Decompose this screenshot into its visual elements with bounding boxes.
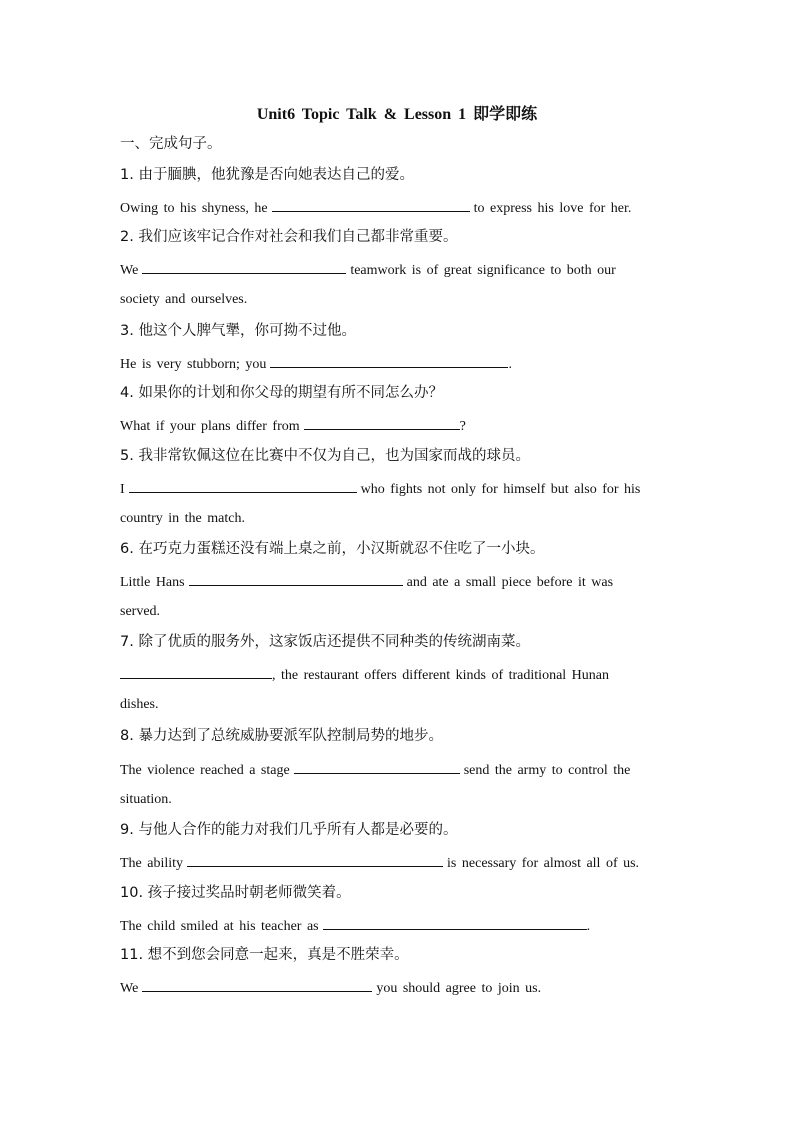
item-7-english bbox=[120, 664, 680, 686]
item-6-english bbox=[120, 571, 680, 593]
item-6-text-after: and ate a small piece before it was bbox=[406, 575, 614, 590]
item-1-answer-blank[interactable] bbox=[272, 197, 470, 212]
item-5-english bbox=[120, 478, 680, 500]
item-10-english bbox=[120, 915, 680, 937]
item-5-english-continued: country in the match. bbox=[120, 511, 245, 526]
item-7-english-continued: dishes. bbox=[120, 697, 159, 712]
item-3-text-before: He is very stubborn; you bbox=[120, 357, 267, 372]
item-1-text-after: to express his love for her. bbox=[473, 201, 632, 216]
item-4-english bbox=[120, 415, 680, 437]
item-9-chinese: 9. 与他人合作的能力对我们几乎所有人都是必要的。 bbox=[120, 822, 458, 838]
item-4-text-after: ? bbox=[459, 419, 466, 434]
item-4-chinese: 4. 如果你的计划和你父母的期望有所不同怎么办？ bbox=[120, 385, 443, 401]
item-11-answer-blank[interactable] bbox=[142, 977, 372, 992]
item-6-answer-blank[interactable] bbox=[189, 571, 403, 586]
item-8-answer-blank[interactable] bbox=[294, 759, 460, 774]
item-1-chinese: 1. 由于腼腆，他犹豫是否向她表达自己的爱。 bbox=[120, 167, 414, 183]
item-10-text-after: . bbox=[586, 919, 591, 934]
item-10-chinese: 10. 孩子接过奖品时朝老师微笑着。 bbox=[120, 885, 351, 901]
item-3-english bbox=[120, 353, 680, 375]
item-2-english-continued: society and ourselves. bbox=[120, 292, 248, 307]
section-heading: 一、完成句子。 bbox=[120, 136, 222, 152]
item-7-answer-blank[interactable] bbox=[120, 664, 272, 679]
item-5-chinese: 5. 我非常钦佩这位在比赛中不仅为自己，也为国家而战的球员。 bbox=[120, 448, 530, 464]
item-8-english-continued: situation. bbox=[120, 792, 172, 807]
item-3-text-after: . bbox=[508, 357, 512, 372]
item-2-text-before: We bbox=[120, 263, 139, 278]
item-5-text-after: who fights not only for himself but also for his bbox=[360, 482, 641, 497]
item-8-text-before: The violence reached a stage bbox=[120, 763, 290, 778]
item-8-text-after: send the army to control the bbox=[463, 763, 631, 778]
item-2-english bbox=[120, 259, 680, 281]
item-8-chinese: 8. 暴力达到了总统威胁要派军队控制局势的地步。 bbox=[120, 728, 443, 744]
item-4-answer-blank[interactable] bbox=[304, 415, 460, 430]
item-3-answer-blank[interactable] bbox=[270, 353, 508, 368]
item-11-text-before: We bbox=[120, 981, 139, 996]
item-6-english-continued: served. bbox=[120, 604, 161, 619]
item-1-text-before: Owing to his shyness, he bbox=[120, 201, 268, 216]
item-5-text-before: I bbox=[120, 482, 125, 497]
item-7-text-after: , the restaurant offers different kinds of traditional Hunan bbox=[272, 668, 609, 683]
item-7-chinese: 7. 除了优质的服务外，这家饭店还提供不同种类的传统湖南菜。 bbox=[120, 634, 530, 650]
item-6-chinese: 6. 在巧克力蛋糕还没有端上桌之前，小汉斯就忍不住吃了一小块。 bbox=[120, 541, 545, 557]
item-9-english bbox=[120, 852, 680, 874]
item-2-text-after: teamwork is of great significance to both our bbox=[350, 263, 616, 278]
item-8-english bbox=[120, 759, 680, 781]
item-5-answer-blank[interactable] bbox=[129, 478, 357, 493]
item-11-text-after: you should agree to join us. bbox=[376, 981, 542, 996]
page-title: Unit6 Topic Talk & Lesson 1 即学即练 bbox=[256, 106, 538, 123]
item-11-english bbox=[120, 977, 680, 999]
item-9-text-before: The ability bbox=[120, 856, 184, 871]
item-2-chinese: 2. 我们应该牢记合作对社会和我们自己都非常重要。 bbox=[120, 229, 458, 245]
item-4-text-before: What if your plans differ from bbox=[120, 419, 300, 434]
item-9-answer-blank[interactable] bbox=[187, 852, 443, 867]
item-1-english bbox=[120, 197, 680, 219]
item-2-answer-blank[interactable] bbox=[142, 259, 346, 274]
item-6-text-before: Little Hans bbox=[120, 575, 185, 590]
item-10-text-before: The child smiled at his teacher as bbox=[120, 919, 319, 934]
item-9-text-after: is necessary for almost all of us. bbox=[447, 856, 640, 871]
item-11-chinese: 11. 想不到您会同意一起来，真是不胜荣幸。 bbox=[120, 947, 409, 963]
item-3-chinese: 3. 他这个人脾气犟，你可拗不过他。 bbox=[120, 323, 356, 339]
item-10-answer-blank[interactable] bbox=[323, 915, 587, 930]
